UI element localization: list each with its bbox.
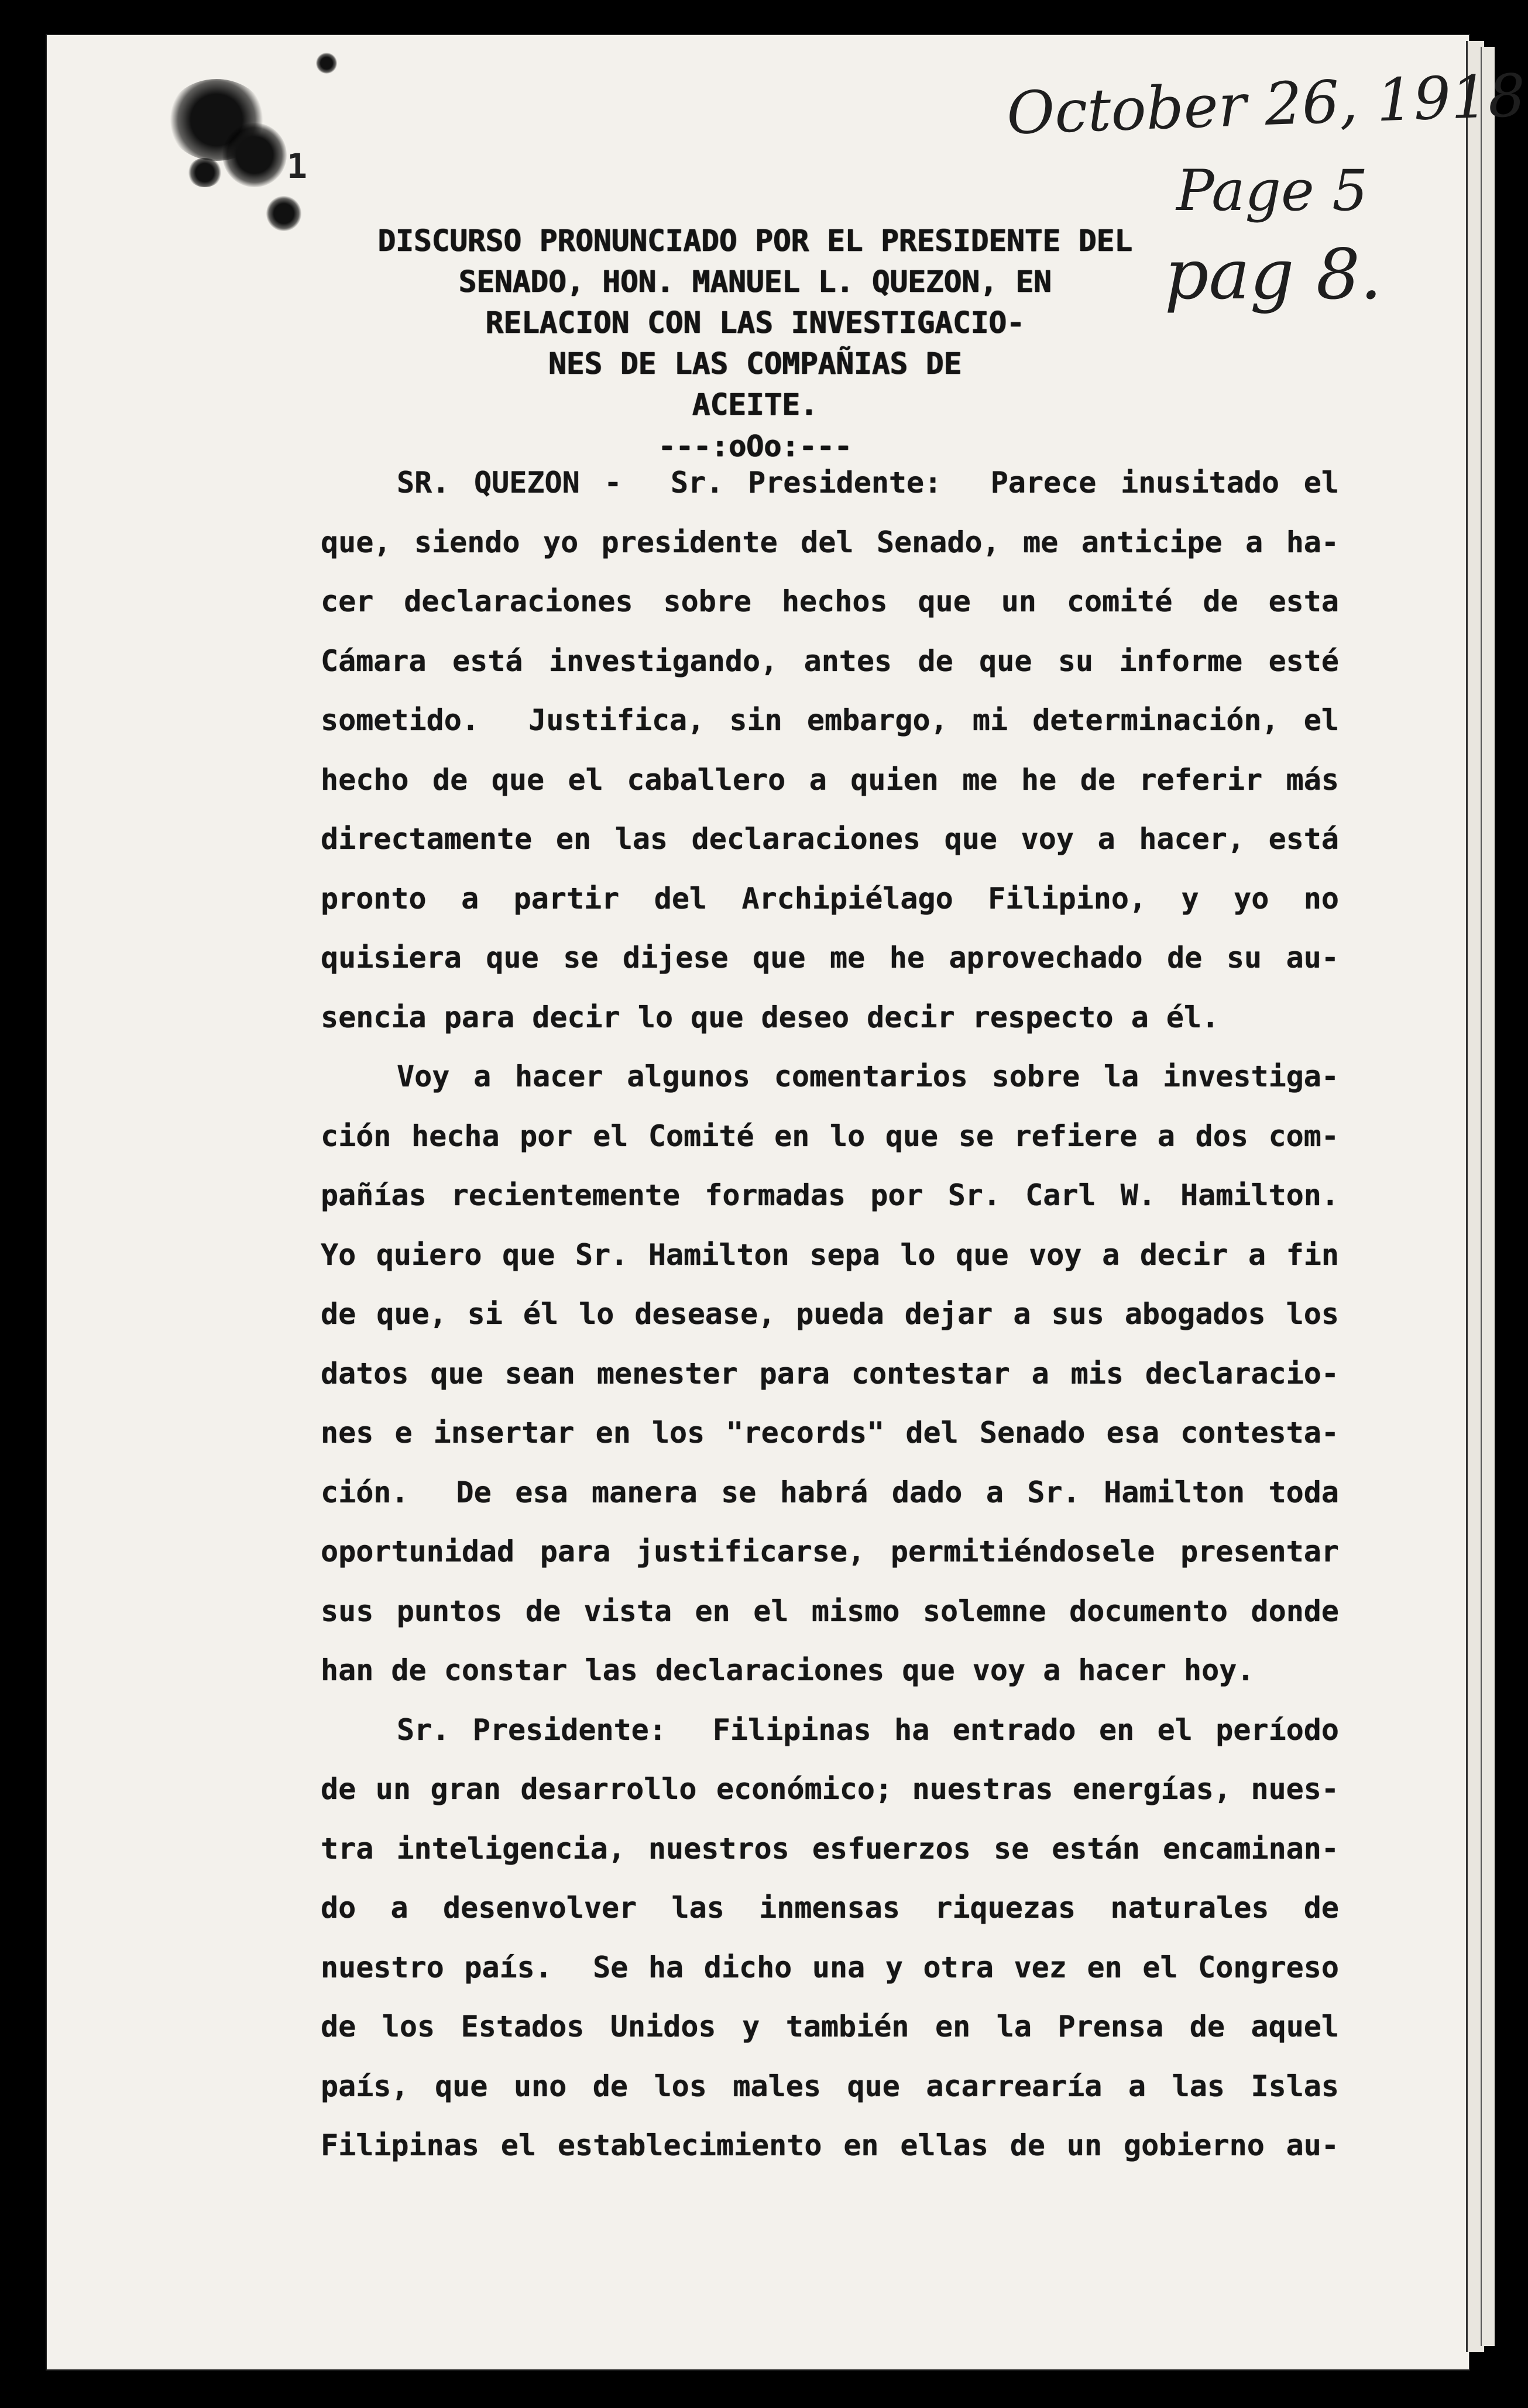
page-reference: 1	[287, 146, 308, 186]
ink-blot	[187, 158, 222, 187]
text-line: Voy a hacer algunos comentarios sobre la investiga-	[397, 1059, 1339, 1093]
heading-line: RELACION CON LAS INVESTIGACIO-	[485, 306, 1025, 340]
handwritten-page-note: pag 8.	[1165, 234, 1382, 315]
heading-separator: ---:oOo:---	[658, 429, 852, 463]
text-line: hecho de que el caballero a quien me he de referir más	[321, 762, 1339, 797]
text-line: de que, si él lo desease, pueda dejar a sus abogados los	[321, 1297, 1339, 1331]
heading-line: ACEITE.	[692, 388, 818, 422]
text-line: sus puntos de vista en el mismo solemne documento donde	[321, 1594, 1339, 1628]
heading-line: DISCURSO PRONUNCIADO POR EL PRESIDENTE DEL	[377, 224, 1132, 259]
text-line: quisiera que se dijese que me he aprovechado de su au-	[321, 941, 1339, 975]
text-line: pronto a partir del Archipiélago Filipino, y yo no	[321, 881, 1339, 916]
text-line: datos que sean menester para contestar a mis declaracio-	[321, 1356, 1339, 1391]
text-line: oportunidad para justificarse, permitiéndosele presentar	[321, 1535, 1339, 1568]
text-line: que, siendo yo presidente del Senado, me anticipe a ha-	[321, 525, 1339, 559]
text-line: SR. QUEZON - Sr. Presidente: Parece inusitado el	[397, 466, 1339, 500]
text-line: sencia para decir lo que deseo decir respecto a él.	[321, 1000, 1220, 1034]
ink-blot	[266, 196, 301, 231]
text-line: han de constar las declaraciones que voy a hacer hoy.	[321, 1653, 1255, 1687]
text-line: Yo quiero que Sr. Hamilton sepa lo que voy a decir a fin	[321, 1237, 1339, 1272]
text-line: sometido. Justifica, sin embargo, mi determinación, el	[321, 703, 1339, 737]
text-line: de un gran desarrollo económico; nuestras energías, nues-	[321, 1772, 1339, 1806]
text-line: nuestro país. Se ha dicho una y otra vez en el Congreso	[321, 1950, 1339, 1984]
text-line: Sr. Presidente: Filipinas ha entrado en el período	[397, 1712, 1339, 1747]
text-line: pañías recientemente formadas por Sr. Carl W. Hamilton.	[321, 1178, 1339, 1212]
text-line: tra inteligencia, nuestros esfuerzos se están encaminan-	[321, 1831, 1339, 1866]
text-line: ción hecha por el Comité en lo que se refiere a dos com-	[321, 1119, 1339, 1153]
text-line: nes e insertar en los "records" del Senado esa contesta-	[321, 1416, 1339, 1450]
text-line: de los Estados Unidos y también en la Prensa de aquel	[321, 2010, 1339, 2044]
heading-line: SENADO, HON. MANUEL L. QUEZON, EN	[458, 265, 1052, 300]
ink-blot	[316, 53, 337, 74]
text-line: Cámara está investigando, antes de que su informe esté	[321, 644, 1339, 678]
page-edge	[1481, 47, 1495, 2346]
text-line: directamente en las declaraciones que voy a hacer, está	[321, 822, 1339, 856]
handwritten-date: October 26, 1918	[1005, 61, 1527, 148]
handwritten-page-note: Page 5	[1176, 158, 1368, 223]
ink-blot	[222, 123, 287, 187]
heading-line: NES DE LAS COMPAÑIAS DE	[548, 347, 962, 381]
document-heading	[316, 221, 1194, 467]
text-line: país, que uno de los males que acarrearía a las Islas	[321, 2069, 1339, 2103]
text-line: do a desenvolver las inmensas riquezas naturales de	[321, 1891, 1339, 1925]
text-line: cer declaraciones sobre hechos que un comité de esta	[321, 584, 1339, 618]
speech-body	[321, 453, 1339, 2176]
text-line: Filipinas el establecimiento en ellas de un gobierno au-	[321, 2128, 1339, 2162]
text-line: ción. De esa manera se habrá dado a Sr. Hamilton toda	[321, 1475, 1339, 1509]
